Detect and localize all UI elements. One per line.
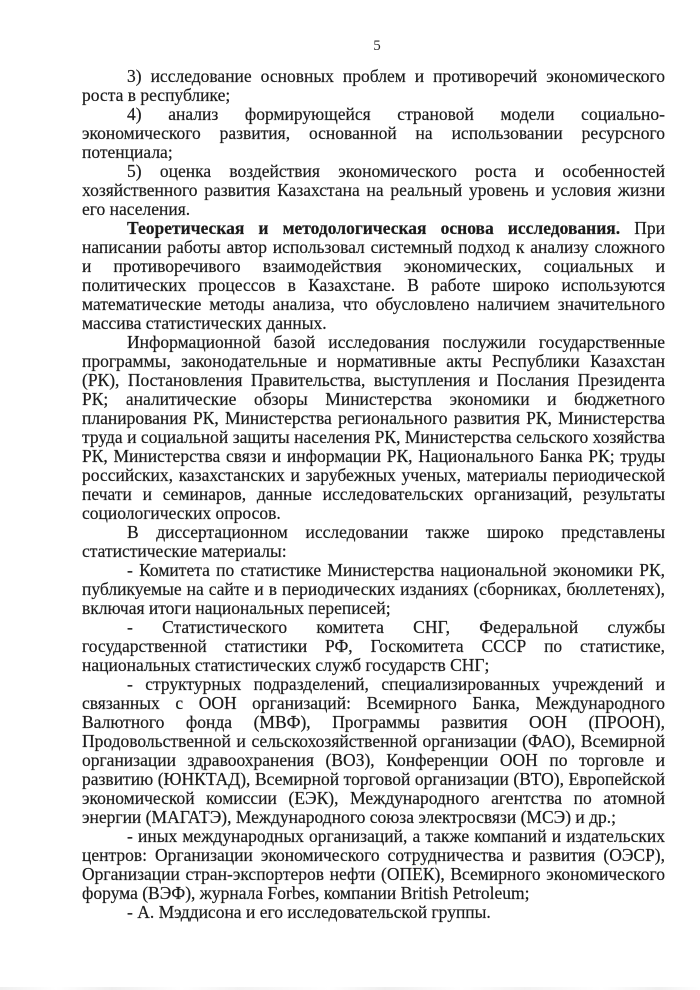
- paragraph-task-5: 5) оценка воздействия экономического роста и особенностей хозяйственного развития Казахстана на реальный уровень и условия жизни его населения.: [82, 161, 665, 219]
- paragraph-task-3: 3) исследование основных проблем и противоречий экономического роста в республике;: [82, 66, 665, 105]
- text-body: [82, 67, 665, 922]
- bullet-committee-statistics: - Комитета по статистике Министерства национальной экономики РК, публикуемые на сайте и в периодических изданиях (сборниках, бюллетенях), включая итоги национальных переписей;: [82, 560, 665, 618]
- bullet-maddison-group: - А. Мэддисона и его исследовательской группы.: [127, 902, 491, 922]
- page-number: 5: [373, 38, 381, 54]
- paragraph-task-4: 4) анализ формирующейся страновой модели социально-экономического развития, основанной на использовании ресурсного потенциала;: [82, 104, 665, 162]
- bullet-other-organizations: - иных международных организаций, а также компаний и издательских центров: Организации экономического сотрудничества и развития (ОЭСР), Организации стран-экспортеров нефти (ОПЕК), Всемирного экономического форума (ВЭФ), журнала Forbes, компании British Petroleum;: [82, 826, 665, 903]
- paragraph-theoretical-basis-text: При написании работы автор использовал системный подход к анализу сложного и противоречивого взаимодействия экономических, социальных и политических процессов в Казахстане. В работе широко используются математические методы анализа, что обусловлено наличием значительного массива статистических данных.: [82, 218, 665, 333]
- paragraph-statistical-materials-intro: В диссертационном исследовании также широко представлены статистические материалы:: [82, 522, 665, 561]
- paragraph-information-base: Информационной базой исследования послужили государственные программы, законодательные и нормативные акты Республики Казахстан (РК), Постановления Правительства, выступления и Послания Президента РК; аналитические обзоры Министерства экономики и бюджетного планирования РК, Министерства регионального развития РК, Министерства труда и социальной защиты населения РК, Министерства сельского хозяйства РК, Министерства связи и информации РК, Национального Банка РК; труды российских, казахстанских и зарубежных ученых, материалы периодической печати и семинаров, данные исследовательских организаций, результаты социологических опросов.: [82, 332, 665, 523]
- bullet-cis-statistics: - Статистического комитета СНГ, Федеральной службы государственной статистики РФ, Госкомитета СССР по статистике, национальных статистических служб государств СНГ;: [82, 617, 665, 675]
- bullet-un-organizations: - структурных подразделений, специализированных учреждений и связанных с ООН организаций: Всемирного Банка, Международного Валютного фонда (МВФ), Программы развития ООН (ПРООН), Продовольственной и сельскохозяйственной организации (ФАО), Всемирной организации здравоохранения (ВОЗ), Конференции ООН по торговле и развитию (ЮНКТАД), Всемирной торговой организации (ВТО), Европейской экономической комиссии (ЕЭК), Международного агентства по атомной энергии (МАГАТЭ), Международного союза электросвязи (МСЭ) и др.;: [82, 674, 665, 827]
- bold-section-lead: Теоретическая и методологическая основа исследования.: [127, 218, 621, 238]
- paragraph-theoretical-basis: [82, 219, 665, 333]
